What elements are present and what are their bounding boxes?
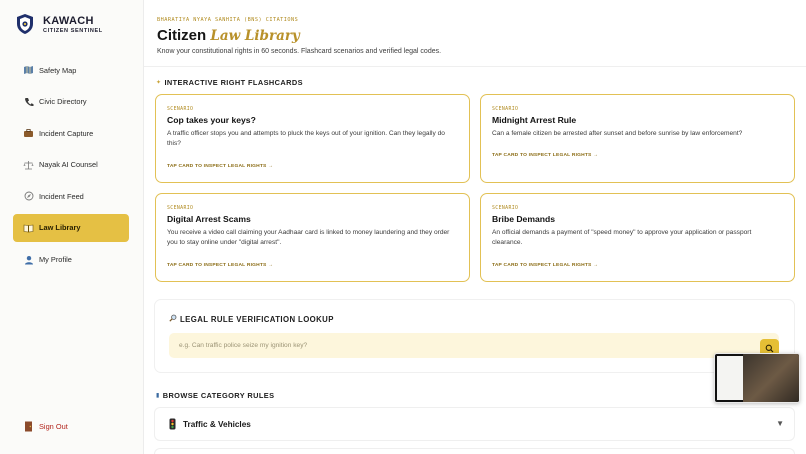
card-title: Midnight Arrest Rule bbox=[492, 115, 577, 125]
user-icon bbox=[23, 254, 34, 265]
chevron-down-icon[interactable]: ▼ bbox=[776, 419, 784, 428]
lookup-search-box bbox=[169, 333, 779, 358]
flashcard-cop-keys[interactable] bbox=[155, 94, 470, 183]
category-label: Traffic & Vehicles bbox=[183, 419, 251, 429]
video-camera-feed bbox=[743, 354, 800, 403]
video-screen-share-thumbnail bbox=[717, 356, 743, 400]
brand-subtitle: CITIZEN SENTINEL bbox=[43, 27, 103, 34]
category-traffic-vehicles[interactable] bbox=[154, 407, 795, 441]
sidebar-item-incident-capture[interactable] bbox=[13, 119, 129, 147]
emblem-logo-icon bbox=[15, 13, 35, 35]
sidebar-item-safety-map[interactable] bbox=[13, 56, 129, 84]
legal-lookup-panel bbox=[154, 299, 795, 373]
page-eyebrow: BHARATIYA NYAYA SANHITA (BNS) CITATIONS bbox=[157, 17, 299, 23]
flashcards-heading bbox=[156, 78, 303, 87]
sidebar-item-my-profile[interactable] bbox=[13, 246, 129, 274]
card-title: Cop takes your keys? bbox=[167, 115, 256, 125]
page-subtitle: Know your constitutional rights in 60 seconds. Flashcard scenarios and verified legal codes. bbox=[157, 48, 442, 55]
card-cta-link[interactable]: TAP CARD TO INSPECT LEGAL RIGHTS → bbox=[167, 263, 274, 268]
sidebar-item-label: Safety Map bbox=[39, 65, 77, 75]
sidebar-item-label: My Profile bbox=[39, 255, 72, 265]
card-tag: SCENARIO bbox=[492, 107, 519, 112]
sign-out-label: Sign Out bbox=[39, 422, 68, 431]
sidebar-item-civic-directory[interactable] bbox=[13, 88, 129, 116]
sidebar-item-incident-feed[interactable] bbox=[13, 182, 129, 210]
card-cta-link[interactable]: TAP CARD TO INSPECT LEGAL RIGHTS → bbox=[492, 263, 599, 268]
brand-title: KAWACH bbox=[43, 14, 94, 27]
card-tag: SCENARIO bbox=[167, 206, 194, 211]
sidebar-item-label: Nayak AI Counsel bbox=[39, 160, 98, 170]
sign-out-button[interactable] bbox=[23, 421, 68, 432]
card-cta-link[interactable]: TAP CARD TO INSPECT LEGAL RIGHTS → bbox=[492, 153, 599, 158]
sidebar bbox=[0, 0, 144, 454]
page-title bbox=[157, 27, 300, 44]
sidebar-item-label: Civic Directory bbox=[39, 97, 87, 107]
lookup-heading bbox=[169, 314, 334, 324]
card-title: Bribe Demands bbox=[492, 214, 556, 224]
categories-heading bbox=[156, 391, 274, 400]
card-description: You receive a video call claiming your Aadhaar card is linked to money laundering and they order you to stay online under "digital arrest". bbox=[167, 229, 450, 247]
card-cta-link[interactable]: TAP CARD TO INSPECT LEGAL RIGHTS → bbox=[167, 164, 274, 169]
category-row-next[interactable] bbox=[154, 448, 795, 454]
lookup-heading-label: LEGAL RULE VERIFICATION LOOKUP bbox=[180, 314, 334, 324]
books-icon: ▮ bbox=[156, 393, 160, 399]
card-tag: SCENARIO bbox=[492, 206, 519, 211]
flashcards-heading-label: INTERACTIVE RIGHT FLASHCARDS bbox=[164, 78, 303, 87]
sidebar-nav bbox=[13, 56, 129, 277]
flashcard-bribe-demands[interactable] bbox=[480, 193, 795, 282]
flashcard-midnight-arrest[interactable] bbox=[480, 94, 795, 183]
traffic-light-icon bbox=[167, 418, 177, 431]
magnifier-icon bbox=[169, 314, 177, 324]
page-title-main: Citizen bbox=[157, 27, 207, 44]
map-icon bbox=[23, 65, 34, 76]
door-icon bbox=[23, 421, 34, 432]
sparkle-icon: ✦ bbox=[156, 80, 162, 86]
card-title: Digital Arrest Scams bbox=[167, 214, 251, 224]
main-content bbox=[144, 0, 806, 454]
sidebar-item-label: Law Library bbox=[39, 223, 81, 233]
brand[interactable] bbox=[15, 13, 103, 35]
card-description: An official demands a payment of "speed money" to approve your application or passport clearance. bbox=[492, 229, 752, 247]
sidebar-item-nayak-ai-counsel[interactable] bbox=[13, 151, 129, 179]
flashcard-digital-arrest[interactable] bbox=[155, 193, 470, 282]
book-icon bbox=[23, 222, 34, 233]
card-tag: SCENARIO bbox=[167, 107, 194, 112]
sidebar-item-label: Incident Feed bbox=[39, 191, 84, 201]
scales-icon bbox=[23, 159, 34, 170]
page-title-accent: Law Library bbox=[210, 28, 300, 44]
sidebar-item-label: Incident Capture bbox=[39, 128, 94, 138]
lookup-search-input[interactable] bbox=[169, 333, 749, 358]
briefcase-icon bbox=[23, 128, 34, 139]
card-description: Can a female citizen be arrested after sunset and before sunrise by law enforcement? bbox=[492, 130, 743, 137]
video-preview-overlay[interactable] bbox=[714, 353, 800, 403]
sidebar-item-law-library[interactable] bbox=[13, 214, 129, 242]
phone-icon bbox=[23, 96, 34, 107]
compass-icon bbox=[23, 191, 34, 202]
card-description: A traffic officer stops you and attempts to pluck the keys out of your ignition. Can they legally do this? bbox=[167, 130, 445, 148]
header-divider bbox=[144, 66, 806, 67]
categories-heading-label: BROWSE CATEGORY RULES bbox=[162, 391, 275, 400]
